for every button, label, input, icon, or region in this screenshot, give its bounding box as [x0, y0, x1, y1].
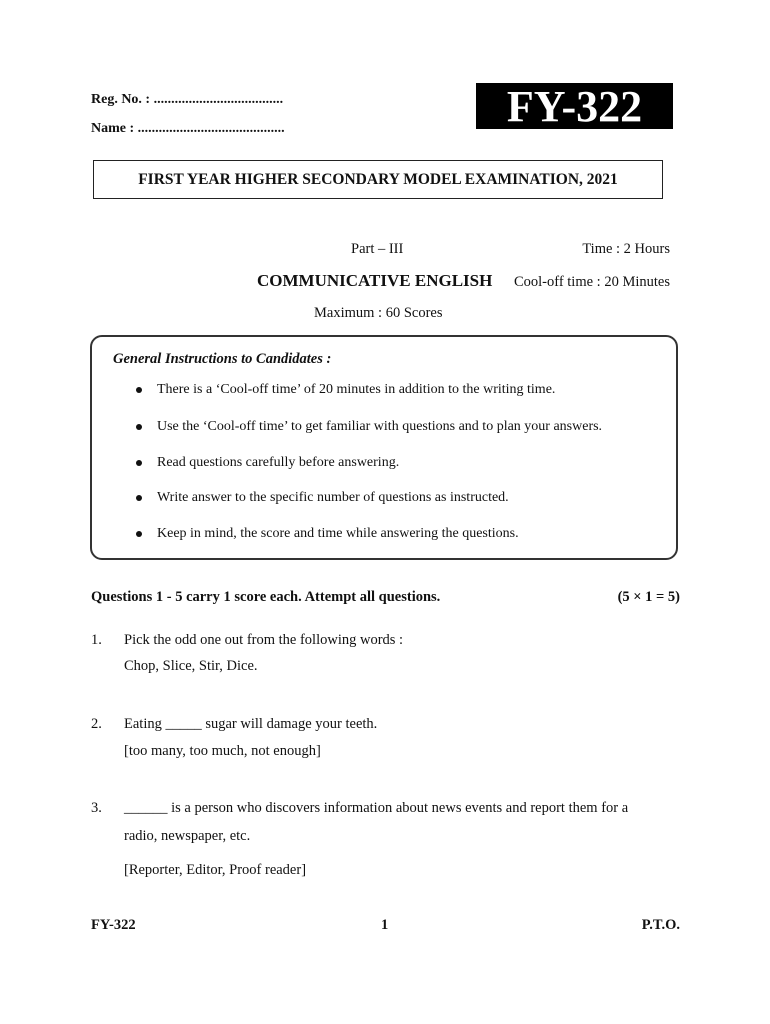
pto-label: P.T.O.	[641, 917, 680, 933]
question-number: 1.	[91, 632, 102, 648]
instruction-item	[136, 419, 602, 435]
question-options: [too many, too much, not enough]	[124, 743, 321, 759]
bullet-icon	[136, 424, 142, 430]
footer-code: FY-322	[91, 917, 136, 933]
instruction-item	[136, 526, 519, 542]
instruction-text: Keep in mind, the score and time while answering the questions.	[157, 526, 519, 541]
instructions-title: General Instructions to Candidates :	[113, 351, 332, 367]
instruction-text: Write answer to the specific number of questions as instructed.	[157, 490, 509, 505]
bullet-icon	[136, 531, 142, 537]
section-score: (5 × 1 = 5)	[617, 589, 680, 605]
bullet-icon	[136, 387, 142, 393]
question-options: Chop, Slice, Stir, Dice.	[124, 658, 258, 674]
question-text: ______ is a person who discovers information about news events and report them for a	[124, 800, 629, 816]
instruction-item	[136, 455, 399, 471]
part-label: Part – III	[351, 241, 404, 257]
instruction-text: Use the ‘Cool-off time’ to get familiar with questions and to plan your answers.	[157, 419, 603, 434]
question-number: 3.	[91, 800, 102, 816]
question-number: 2.	[91, 716, 102, 732]
cool-off-label: Cool-off time : 20 Minutes	[513, 274, 670, 290]
paper-code-badge: FY-322	[476, 83, 673, 129]
maximum-score-label: Maximum : 60 Scores	[314, 305, 443, 321]
name-field: Name : ..........................................	[91, 121, 285, 136]
exam-title-box: FIRST YEAR HIGHER SECONDARY MODEL EXAMINATION, 2021	[93, 160, 663, 199]
bullet-icon	[136, 460, 142, 466]
question-text-continued: radio, newspaper, etc.	[124, 828, 251, 844]
instruction-item	[136, 490, 509, 506]
bullet-icon	[136, 495, 142, 501]
page-number: 1	[381, 917, 389, 933]
subject-title: COMMUNICATIVE ENGLISH	[257, 271, 493, 290]
question-options: [Reporter, Editor, Proof reader]	[124, 862, 307, 878]
question-text: Eating _____ sugar will damage your teeth.	[124, 716, 378, 732]
section-heading: Questions 1 - 5 carry 1 score each. Attempt all questions.	[91, 589, 441, 605]
reg-no-field: Reg. No. : .....................................	[91, 92, 284, 107]
instruction-text: Read questions carefully before answering.	[157, 455, 400, 470]
instruction-text: There is a ‘Cool-off time’ of 20 minutes in addition to the writing time.	[157, 382, 556, 397]
instruction-item	[136, 382, 555, 398]
question-text: Pick the odd one out from the following words :	[124, 632, 404, 648]
time-label: Time : 2 Hours	[582, 241, 670, 257]
